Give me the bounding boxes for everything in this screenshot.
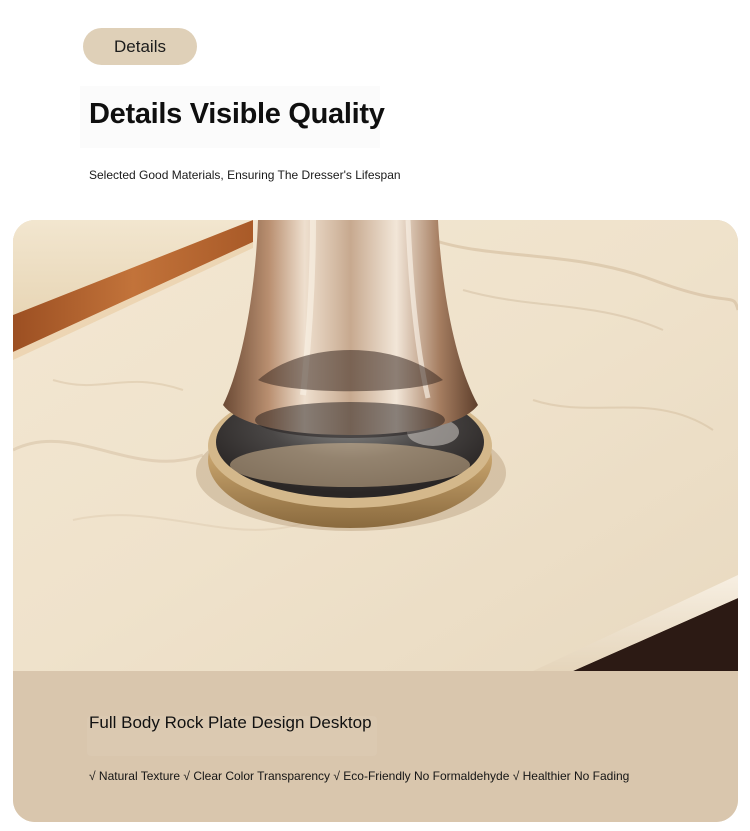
- details-tag: Details: [83, 28, 197, 65]
- feature-title: Full Body Rock Plate Design Desktop: [89, 713, 372, 732]
- page-subtitle: Selected Good Materials, Ensuring The Dresser's Lifespan: [89, 168, 401, 182]
- feature-text-panel: [13, 671, 738, 822]
- product-photo: [13, 220, 738, 671]
- feature-description: √ Natural Texture √ Clear Color Transparency √ Eco-Friendly No Formaldehyde √ Healthier No Fading: [89, 769, 630, 783]
- feature-card: [13, 220, 738, 822]
- page-title: Details Visible Quality: [89, 98, 385, 130]
